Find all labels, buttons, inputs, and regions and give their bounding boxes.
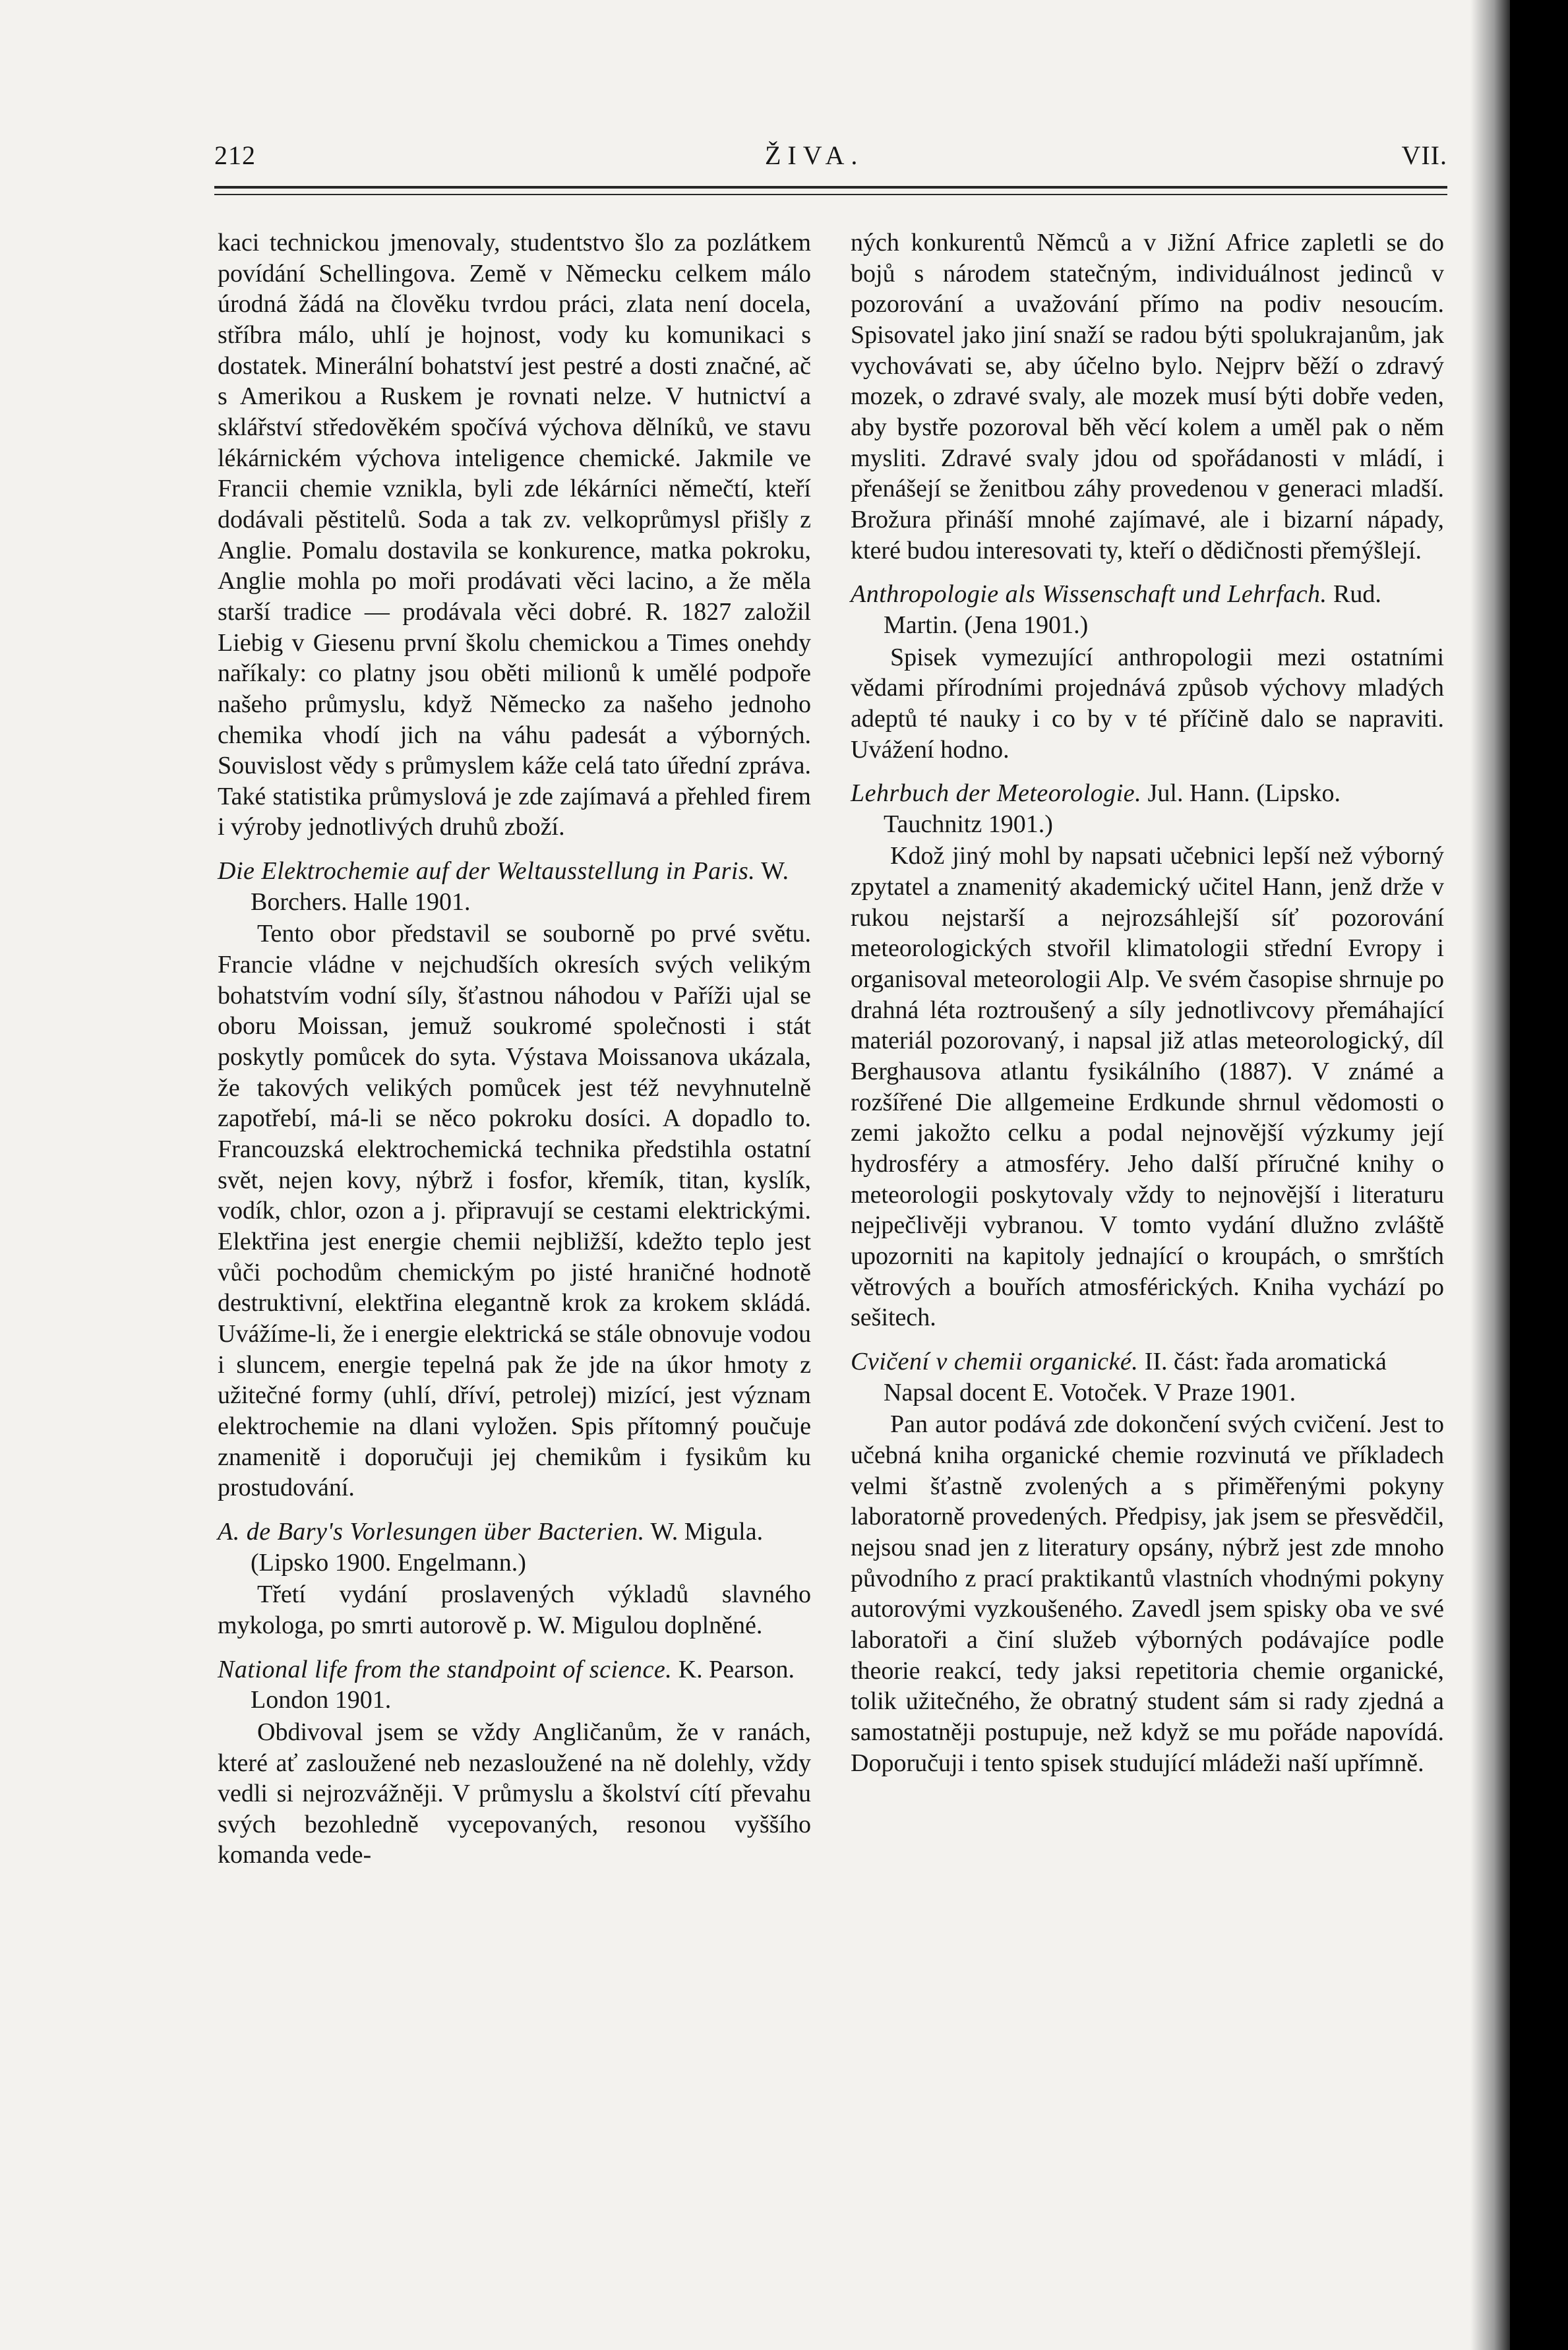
review-details: K. Pearson. London 1901. [251, 1655, 795, 1714]
review-heading [218, 856, 811, 917]
continuation-paragraph: ných konkurentů Němců a v Jižní Africe zapletli se do bojů s národem statečným, individuálnost jedinců v pozorování a uvažování přímo na podiv nesoucím. Spisovatel jako jiní snaží se radou býti spolukrajanům, jak vychovávati se, aby účelno bylo. Nejprv běží o zdravý mozek, o zdravé svaly, ale mozek musí býti dobře veden, aby bystře pozoroval běh věcí kolem a uměl pak o něm mysliti. Zdravé svaly jdou od spořádanosti v mládí, i přenášejí se ženitbou záhy provedenou v generaci mladší. Brožura přináší mnohé zajímavé, ale i bizarní nápady, které budou interesovati ty, kteří o dědičnosti přemýšlejí. [851, 229, 1444, 564]
review-text: Třetí vydání proslavených výkladů slavného mykologa, po smrti autorově p. W. Migulou doplněné. [218, 1581, 811, 1639]
review-details: W. Migula. (Lipsko 1900. Engelmann.) [251, 1517, 764, 1577]
page-number: 212 [214, 140, 256, 170]
review-title: Die Elektrochemie auf der Weltausstellung in Paris. [218, 857, 756, 886]
review-heading [218, 1654, 811, 1716]
right-column [851, 227, 1444, 1778]
review-title: Lehrbuch der Meteorologie. [851, 779, 1142, 808]
review-heading [218, 1517, 811, 1578]
review-text: Tento obor představil se souborně po prvé světu. Francie vládne v nejchudších okresích svých velikým bohatstvím vodní síly, šťastnou náhodou v Paříži ujal se oboru Moissan, jemuž soukromé společnosti i stát poskytly pomůcek do syta. Výstava Moissanova ukázala, že takových velikých pomůcek jest též nevyhnutelně zapotřebí, má-li se něco pokroku dosíci. A dopadlo to. Francouzská elektrochemická technika předstihla ostatní svět, nejen kovy, nýbrž i fosfor, křemík, titan, kyslík, vodík, chlor, ozon a j. připravují se cestami elektrickými. Elektřina jest energie chemii nejbližší, kdežto teplo jest vůči pochodům chemickým po jisté hraničné hodnotě destruktivní, elektřina elegantně krok za krokem skládá. Uvážíme-li, že i energie elektrická se stále obnovuje vodou i sluncem, energie tepelná pak že jde na úkor hmoty z užitečné formy (uhlí, dříví, petrolej) mizící, jest význam elektrochemie na dlani vyložen. Spis přítomný poučuje znamenitě i doporučuji jej chemikům i fysikům ku prostudování. [218, 920, 811, 1502]
review-title: Cvičení v chemii organické. [851, 1347, 1139, 1375]
volume-number: VII. [1401, 140, 1447, 170]
review-details: Jul. Hann. (Lipsko. Tauchnitz 1901.) [884, 779, 1341, 838]
left-column [218, 227, 811, 1871]
review-title: A. de Bary's Vorlesungen über Bacterien. [218, 1517, 645, 1546]
review-details: W. Borchers. Halle 1901. [251, 857, 789, 916]
review-text: Kdož jiný mohl by napsati učebnici lepší než výborný zpytatel a znamenitý akademický učitel Hann, jenž drže v rukou nejstarší a nejrozsáhlejší síť pozorování meteorologických stvořil klimatologii střední Evropy i organisoval meteorologii Alp. Ve svém časopise shrnuje po drahná léta roztroušený a síly jednotlivcovy přemáhající materiál pozorovaný, i napsal již atlas meteorologický, díl Berghausova atlantu fysikálního (1887). V známé a rozšířené Die allgemeine Erdkunde shrnul vědomosti o zemi jakožto celku a podal nejnovější výzkumy její hydrosféry a atmosféry. Jeho další příručné knihy o meteorologii poskytovaly vždy to nejnovější i literaturu nejpečlivěji vybranou. V tomto vydání dlužno zvláště upozorniti na kapitoly jednající o kroupách, o smrštích větrových a bouřích atmosférických. Kniha vychází po sešitech. [851, 842, 1444, 1332]
review-text: Pan autor podává zde dokončení svých cvičení. Jest to učebná kniha organické chemie rozvinutá ve příkladech velmi šťastně zvolených a s přiměřenými pokyny laboratorně provedených. Předpisy, jak jsem se přesvědčil, nejsou snad jen z literatury opsány, nýbrž jest zde mnoho původního z prací praktikantů vlastních vhodnými pokyny autorovými vyzkoušeného. Zavedl jsem spisky oba ve své laboratoři a činí služeb výborných podávajíce podle theorie reakcí, tedy jaksi repetitoria chemie organické, tolik užitečného, že obratný student sám si rady zjedná a samostatněji postupuje, než když se mu pořáde napovídá. Doporučuji i tento spisek studující mládeži naší upřímně. [851, 1410, 1444, 1777]
page-header [214, 140, 1447, 179]
header-rule [214, 186, 1447, 189]
review-heading [851, 579, 1444, 640]
review-heading [851, 778, 1444, 839]
review-details: II. část: řada aromatická Napsal docent E. Votoček. V Praze 1901. [884, 1347, 1387, 1406]
journal-title: ŽIVA. [765, 140, 864, 170]
review-text: Obdivoval jsem se vždy Angličanům, že v ranách, které ať zasloužené neb nezasloužené na ně dolehly, vždy vedli si nejrozvážněji. V průmyslu a školství cítí převahu svých bezohledně vycepovaných, resonou vyššího komanda vede- [218, 1718, 811, 1869]
review-text: Spisek vymezující anthropologii mezi ostatními vědami přírodními projednává způsob výchovy mladých adeptů té nauky i co by v té příčině dalo se napraviti. Uvážení hodno. [851, 643, 1444, 764]
page-edge-shadow [1470, 0, 1510, 2350]
review-title: National life from the standpoint of science. [218, 1655, 673, 1683]
header-rule-thin [214, 194, 1447, 195]
review-title: Anthropologie als Wissenschaft und Lehrfach. [851, 580, 1327, 609]
review-heading [851, 1346, 1444, 1408]
review-details: Rud. Martin. (Jena 1901.) [884, 580, 1381, 639]
intro-paragraph: kaci technickou jmenovaly, studentstvo šlo za pozlátkem povídání Schellingova. Země v Německu celkem málo úrodná žádá na člověku tvrdou práci, zlata není docela, stříbra málo, uhlí je hojnost, vody ku komunikaci s dostatek. Minerální bohatství jest pestré a dosti značné, ač s Amerikou a Ruskem je rovnati nelze. V hutnictví a sklářství středověkém spočívá výchova dělníků, ve stavu lékárnickém výchova inteligence chemické. Jakmile ve Francii chemie vznikla, byli zde lékárníci němečtí, kteří dodávali pěstitelů. Soda a tak zv. velkoprůmysl přišly z Anglie. Pomalu dostavila se konkurence, matka pokroku, Anglie mohla po moři prodávati věci lacino, a že měla starší tradice — prodávala věci dobré. R. 1827 založil Liebig v Giesenu první školu chemickou a Times onehdy naříkaly: co platny jsou oběti milionů k umělé podpoře našeho průmyslu, když Německo za našeho jednoho chemika vhodí jich na váhu padesát a výborných. Souvislost vědy s průmyslem káže celá tato úřední zpráva. Také statistika průmyslová je zde zajímavá a přehled firem i výroby jednotlivých druhů zboží. [218, 229, 811, 841]
